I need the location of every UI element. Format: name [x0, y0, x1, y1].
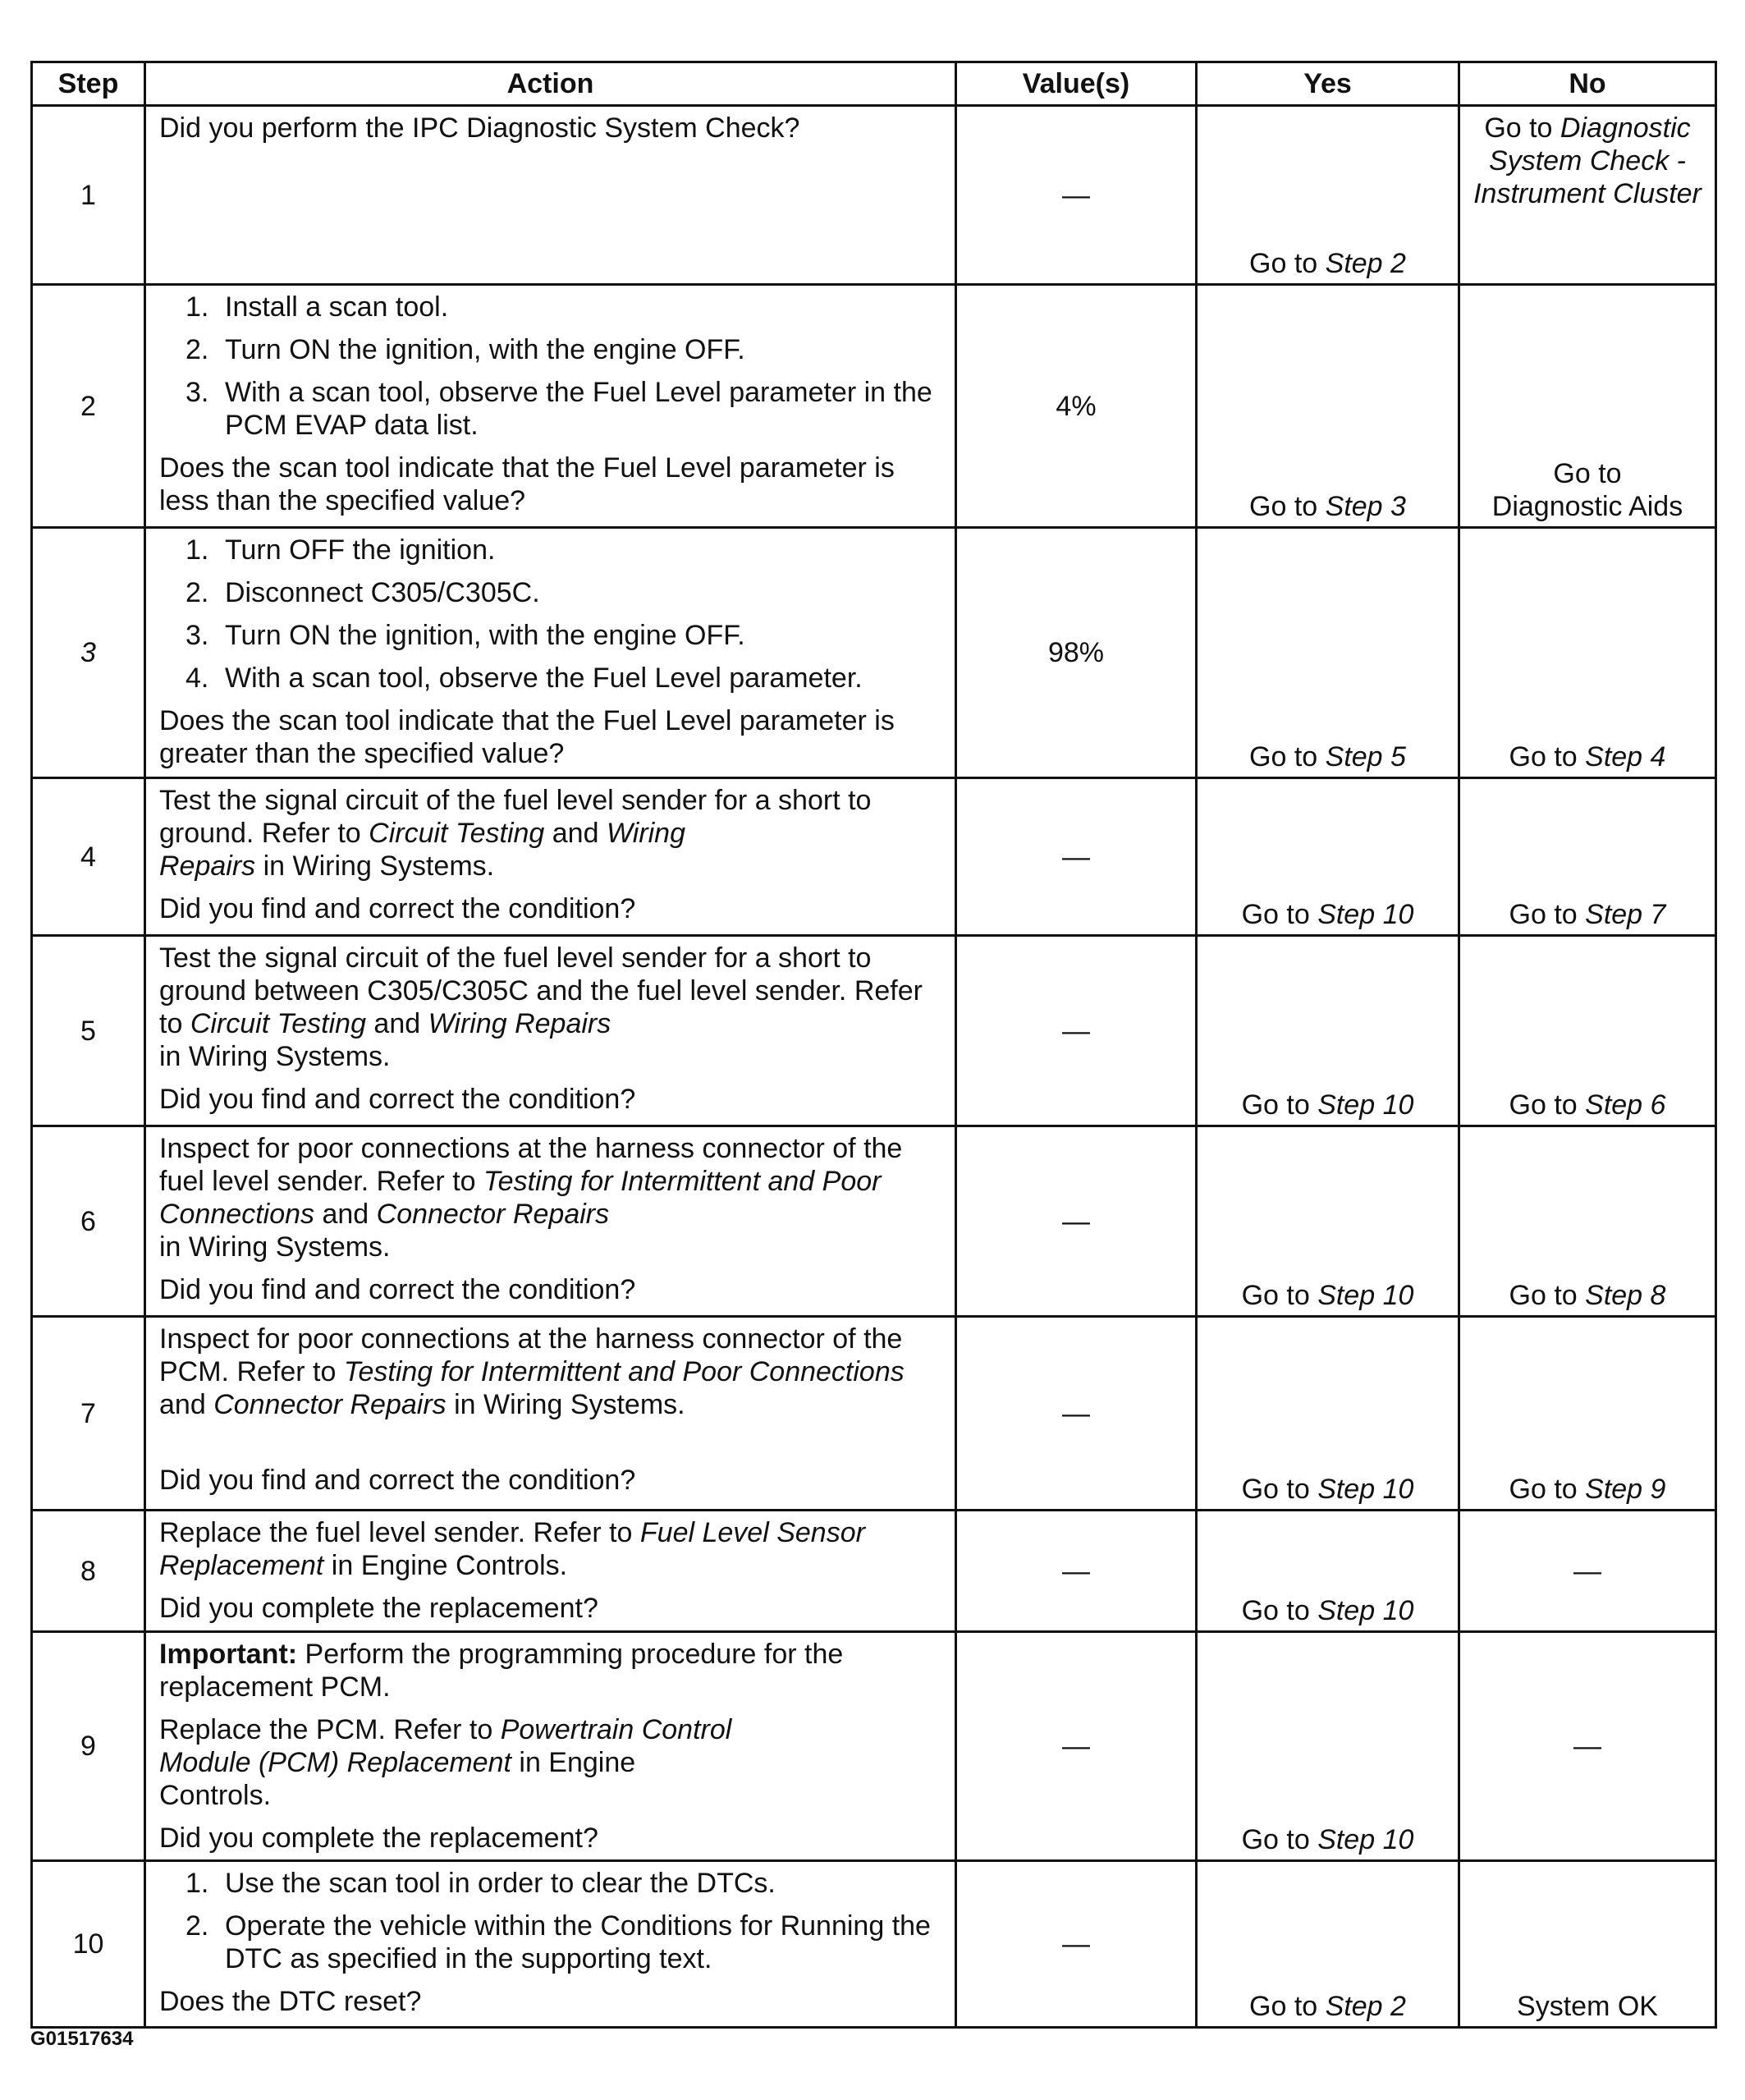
step-number: 8 [32, 1511, 145, 1632]
step-number: 7 [32, 1317, 145, 1511]
no-result: Go to Step 9 [1509, 1474, 1666, 1505]
no-result: Go to Step 4 [1509, 741, 1666, 773]
no-result: Go to Diagnostic System Check - Instrument Cluster [1473, 112, 1701, 209]
step-number: 4 [32, 778, 145, 936]
yes-cell [1197, 1632, 1459, 1861]
table-row [32, 1861, 1716, 2028]
no-result: Go to Step 8 [1509, 1280, 1666, 1311]
no-result: Go to Step 6 [1509, 1089, 1666, 1121]
yes-result: Go to Step 10 [1241, 1280, 1414, 1311]
header-no: No [1459, 62, 1716, 106]
step-number: 3 [32, 528, 145, 778]
action-text: Test the signal circuit of the fuel level sender for a short to ground between C305/C305C and the fuel level sender. Refer to Circuit Testing and Wiring Repairs in Wiring Systems. Did you find and correct the condition? [145, 936, 956, 1126]
yes-cell [1197, 285, 1459, 528]
yes-cell [1197, 1861, 1459, 2028]
value-cell: — [956, 1632, 1197, 1861]
yes-cell [1197, 528, 1459, 778]
yes-result: Go to Step 10 [1241, 1474, 1414, 1505]
value-cell: 98% [956, 528, 1197, 778]
header-row [32, 62, 1716, 106]
no-cell [1459, 1632, 1716, 1861]
action-text: Test the signal circuit of the fuel level sender for a short to ground. Refer to Circuit Testing and Wiring Repairs in Wiring Systems. Did you find and correct the condition? [145, 778, 956, 936]
header-action: Action [145, 62, 956, 106]
action-text: Inspect for poor connections at the harness connector of the PCM. Refer to Testing for Intermittent and Poor Connections and Connector Repairs in Wiring Systems. Did you find and correct the condition? [145, 1317, 956, 1511]
no-cell [1459, 106, 1716, 285]
table-row [32, 1317, 1716, 1511]
no-result: — [1573, 1731, 1601, 1762]
yes-cell [1197, 778, 1459, 936]
value-cell: — [956, 1126, 1197, 1317]
table-row [32, 106, 1716, 285]
yes-result: Go to Step 2 [1249, 1991, 1406, 2022]
step-number: 5 [32, 936, 145, 1126]
action-text: Important: Perform the programming procedure for the replacement PCM. Replace the PCM. Refer to Powertrain Control Module (PCM) Replacement in Engine Controls. Did you complete the replacement? [145, 1632, 956, 1861]
yes-result: Go to Step 10 [1241, 899, 1414, 930]
figure-id: G01517634 [30, 2028, 134, 2050]
no-cell [1459, 1861, 1716, 2028]
yes-cell [1197, 106, 1459, 285]
value-cell: — [956, 106, 1197, 285]
value-cell: — [956, 1317, 1197, 1511]
step-number: 6 [32, 1126, 145, 1317]
step-number: 9 [32, 1632, 145, 1861]
table-body [32, 106, 1716, 2028]
value-cell: — [956, 936, 1197, 1126]
yes-result: Go to Step 10 [1241, 1595, 1414, 1626]
step-number: 2 [32, 285, 145, 528]
action-text: 1. Turn OFF the ignition. 2. Disconnect C305/C305C. 3. Turn ON the ignition, with the engine OFF. 4. With a scan tool, observe the Fuel Level parameter. Does the scan tool indicate that the Fuel Level parameter is greater than the specified value? [145, 528, 956, 778]
yes-result: Go to Step 2 [1249, 248, 1406, 279]
yes-cell [1197, 1317, 1459, 1511]
no-cell [1459, 528, 1716, 778]
action-text: Did you perform the IPC Diagnostic System Check? [145, 106, 956, 285]
header-values: Value(s) [956, 62, 1197, 106]
no-cell [1459, 778, 1716, 936]
value-cell: 4% [956, 285, 1197, 528]
header-step: Step [32, 62, 145, 106]
action-text: Inspect for poor connections at the harness connector of the fuel level sender. Refer to Testing for Intermittent and Poor Connections and Connector Repairs in Wiring Systems. Did you find and correct the condition? [145, 1126, 956, 1317]
value-cell: — [956, 1511, 1197, 1632]
yes-result: Go to Step 3 [1249, 491, 1406, 522]
yes-cell [1197, 1126, 1459, 1317]
no-cell [1459, 1126, 1716, 1317]
no-result: — [1573, 1555, 1601, 1587]
header-yes: Yes [1197, 62, 1459, 106]
value-cell: — [956, 1861, 1197, 2028]
no-cell [1459, 1511, 1716, 1632]
yes-result: Go to Step 10 [1241, 1089, 1414, 1121]
yes-cell [1197, 936, 1459, 1126]
no-result: Go to Step 7 [1509, 899, 1666, 930]
no-result: System OK [1517, 1991, 1658, 2022]
table-row [32, 1126, 1716, 1317]
diagnostic-table [30, 61, 1717, 2029]
table-row [32, 1511, 1716, 1632]
no-cell [1459, 1317, 1716, 1511]
action-text: 1. Install a scan tool. 2. Turn ON the ignition, with the engine OFF. 3. With a scan tool, observe the Fuel Level parameter in the PCM EVAP data list. Does the scan tool indicate that the Fuel Level parameter is less than the specified value? [145, 285, 956, 528]
step-number: 1 [32, 106, 145, 285]
yes-result: Go to Step 5 [1249, 741, 1406, 773]
table-row [32, 936, 1716, 1126]
table-row [32, 285, 1716, 528]
value-cell: — [956, 778, 1197, 936]
yes-result: Go to Step 10 [1241, 1824, 1414, 1855]
no-cell [1459, 285, 1716, 528]
step-number: 10 [32, 1861, 145, 2028]
action-text: Replace the fuel level sender. Refer to Fuel Level Sensor Replacement in Engine Controls. Did you complete the replacement? [145, 1511, 956, 1632]
yes-cell [1197, 1511, 1459, 1632]
table-row [32, 1632, 1716, 1861]
no-cell [1459, 936, 1716, 1126]
action-text: 1. Use the scan tool in order to clear the DTCs. 2. Operate the vehicle within the Conditions for Running the DTC as specified in the supporting text. Does the DTC reset? [145, 1861, 956, 2028]
table-row [32, 528, 1716, 778]
no-result: Go to Diagnostic Aids [1491, 458, 1683, 522]
table-row [32, 778, 1716, 936]
